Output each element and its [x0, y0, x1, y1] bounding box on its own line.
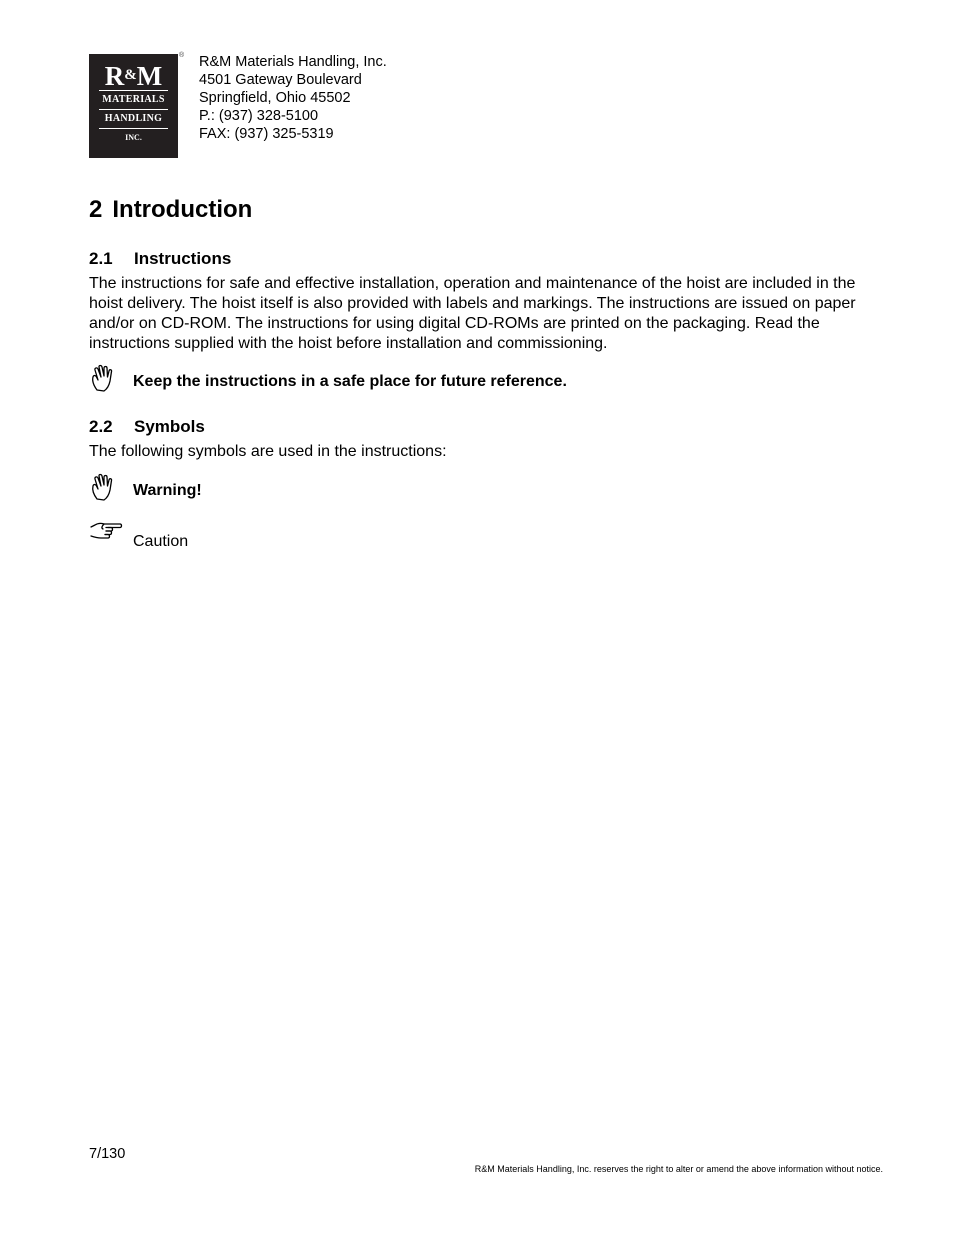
- address-line: R&M Materials Handling, Inc.: [199, 54, 387, 70]
- company-address: [199, 53, 387, 143]
- symbol-warning: [89, 473, 889, 503]
- chapter-title: Introduction: [112, 196, 253, 223]
- section-number: 2.2: [89, 417, 113, 436]
- section-title: Instructions: [134, 249, 232, 268]
- section-number: 2.1: [89, 249, 113, 268]
- chapter-number: 2: [89, 196, 103, 223]
- warning-text: Warning!: [133, 482, 202, 499]
- pointing-hand-icon: [89, 521, 123, 551]
- address-line: FAX: (937) 325-5319: [199, 126, 334, 142]
- caution-text: Caution: [133, 533, 189, 550]
- address-line: 4501 Gateway Boulevard: [199, 72, 362, 88]
- hand-stop-icon: [89, 364, 123, 394]
- section-title: Symbols: [134, 417, 205, 436]
- company-logo: [89, 54, 178, 158]
- footer-disclaimer: R&M Materials Handling, Inc. reserves the right to alter or amend the above information without notice.: [474, 1164, 883, 1174]
- page-number: 7/130: [89, 1146, 126, 1162]
- logo-brand: R&M: [104, 61, 163, 91]
- address-line: Springfield, Ohio 45502: [199, 90, 351, 106]
- address-line: P.: (937) 328-5100: [199, 108, 319, 124]
- section-heading-symbols: [89, 417, 205, 437]
- hand-stop-icon: [89, 473, 123, 503]
- logo-line-inc: INC.: [125, 133, 142, 142]
- registered-mark: ®: [179, 52, 185, 59]
- logo-line-handling: HANDLING: [104, 113, 163, 124]
- chapter-heading: [89, 196, 252, 224]
- symbols-paragraph: The following symbols are used in the instructions:: [89, 443, 447, 460]
- instructions-paragraph: The instructions for safe and effective installation, operation and maintenance of the hoist are included in the hoist delivery. The hoist itself is also provided with labels and markings. The instructions are issued on paper and/or on CD-ROM. The instructions for using digital CD-ROMs are printed on the packaging. Read the instructions supplied with the hoist before installation and commissioning.: [89, 275, 856, 352]
- logo-line-materials: MATERIALS: [102, 94, 165, 105]
- section-heading-instructions: [89, 249, 231, 269]
- note-text: Keep the instructions in a safe place for future reference.: [133, 373, 567, 390]
- symbol-caution: [89, 521, 889, 551]
- note-keep-instructions: [89, 364, 889, 394]
